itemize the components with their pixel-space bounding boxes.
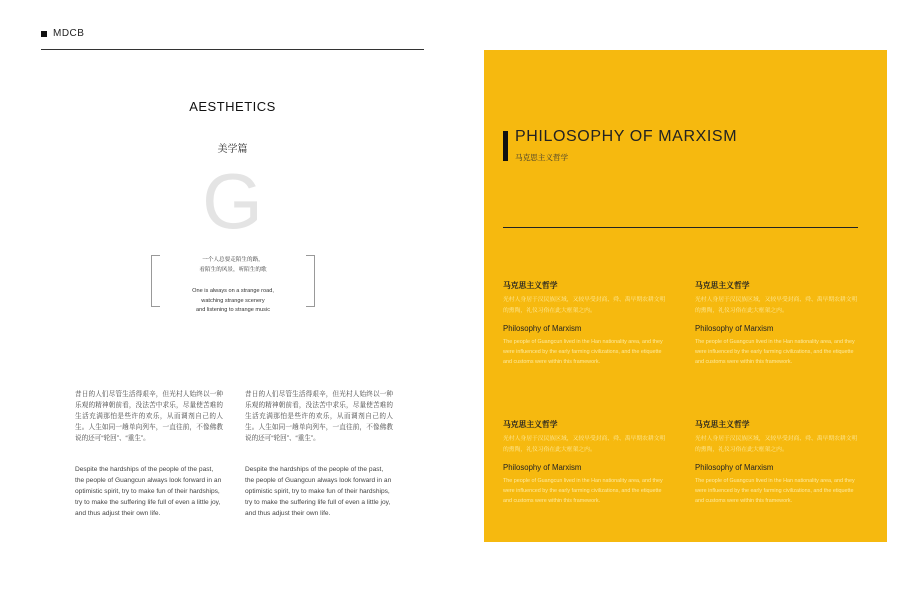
brand-square-icon	[41, 31, 47, 37]
card-body-en: The people of Guangcun lived in the Han nationality area, and they were influenced by the early farming civilizations, and the etiquette and customs were within this framework.	[695, 339, 855, 366]
card-body-en: The people of Guangcun lived in the Han nationality area, and they were influenced by the early farming civilizations, and the etiquette and customs were within this framework.	[503, 339, 663, 366]
info-card	[695, 280, 861, 368]
decorative-big-letter: G	[202, 157, 263, 245]
quote-zh-line-1: 一个人总要走陌生的路，	[202, 257, 264, 263]
card-body-zh: 光村人身居于汉民族区域，又较早受封商、舜、禹早期农耕文明的熏陶，礼仪习俗在此大框架之内。	[695, 297, 858, 314]
quote-en-line-2: watching strange scenery	[201, 297, 265, 304]
card-heading-zh: 马克思主义哲学	[503, 420, 558, 429]
body-column-1-en: Despite the hardships of the people of the past, the people of Guangcun always look forward in an optimistic spirit, try to make fun of their hardships, try to make the suffering life full of even a little joy, and thus adjust their own life.	[75, 466, 222, 517]
card-heading-zh: 马克思主义哲学	[503, 281, 558, 290]
brand-name: MDCB	[53, 28, 85, 39]
card-heading-en: Philosophy of Marxism	[503, 324, 582, 333]
card-heading-zh: 马克思主义哲学	[695, 281, 750, 290]
card-body-en: The people of Guangcun lived in the Han nationality area, and they were influenced by the early farming civilizations, and the etiquette and customs were within this framework.	[695, 478, 855, 505]
pull-quote	[151, 256, 315, 316]
card-body-zh: 光村人身居于汉民族区域，又较早受封商、舜、禹早期农耕文明的熏陶，礼仪习俗在此大框架之内。	[503, 436, 666, 453]
page-subtitle-marxism: 马克思主义哲学	[515, 153, 569, 162]
quote-en-line-1: One is always on a strange road,	[192, 288, 274, 294]
card-body-en: The people of Guangcun lived in the Han nationality area, and they were influenced by the early farming civilizations, and the etiquette and customs were within this framework.	[503, 478, 663, 505]
card-body-zh: 光村人身居于汉民族区域，又较早受封商、舜、禹早期农耕文明的熏陶，礼仪习俗在此大框架之内。	[695, 436, 858, 453]
card-heading-en: Philosophy of Marxism	[695, 463, 774, 472]
header-divider	[41, 49, 424, 50]
card-heading-en: Philosophy of Marxism	[695, 324, 774, 333]
body-column-2-en: Despite the hardships of the people of the past, the people of Guangcun always look forward in an optimistic spirit, try to make fun of their hardships, try to make the suffering life full of even a little joy, and thus adjust their own life.	[245, 466, 392, 517]
info-card	[695, 419, 861, 507]
quote-en-line-3: and listening to strange music	[195, 307, 270, 313]
panel-divider	[503, 227, 858, 228]
card-heading-en: Philosophy of Marxism	[503, 463, 582, 472]
title-accent-bar	[503, 131, 508, 161]
card-body-zh: 光村人身居于汉民族区域，又较早受封商、舜、禹早期农耕文明的熏陶，礼仪习俗在此大框架之内。	[503, 297, 666, 314]
body-column-2-zh: 昔日的人们尽管生活得艰辛，但光村人始终以一种乐观的精神朝前看，没法苦中求乐，尽量使苦难的生活充满那怕是些许的欢乐，从而调剂自己的人生。人生如同一趟单向列车，一直往前，不像佛教说的还可“轮回”、“重生”。	[245, 391, 393, 442]
page-subtitle-aesthetics: 美学篇	[217, 144, 248, 155]
page-title-aesthetics: AESTHETICS	[189, 99, 276, 114]
brand-header	[41, 28, 84, 39]
page-title-marxism: PHILOSOPHY OF MARXISM	[515, 128, 738, 145]
info-card	[503, 280, 669, 368]
info-card	[503, 419, 669, 507]
card-heading-zh: 马克思主义哲学	[695, 420, 750, 429]
quote-zh-line-2: 看陌生的风景，听陌生的歌	[199, 266, 267, 273]
body-column-1-zh: 昔日的人们尽管生活得艰辛，但光村人始终以一种乐观的精神朝前看，没法苦中求乐，尽量使苦难的生活充满那怕是些许的欢乐，从而调剂自己的人生。人生如同一趟单向列车，一直往前，不像佛教说的还可“轮回”、“重生”。	[75, 391, 223, 442]
